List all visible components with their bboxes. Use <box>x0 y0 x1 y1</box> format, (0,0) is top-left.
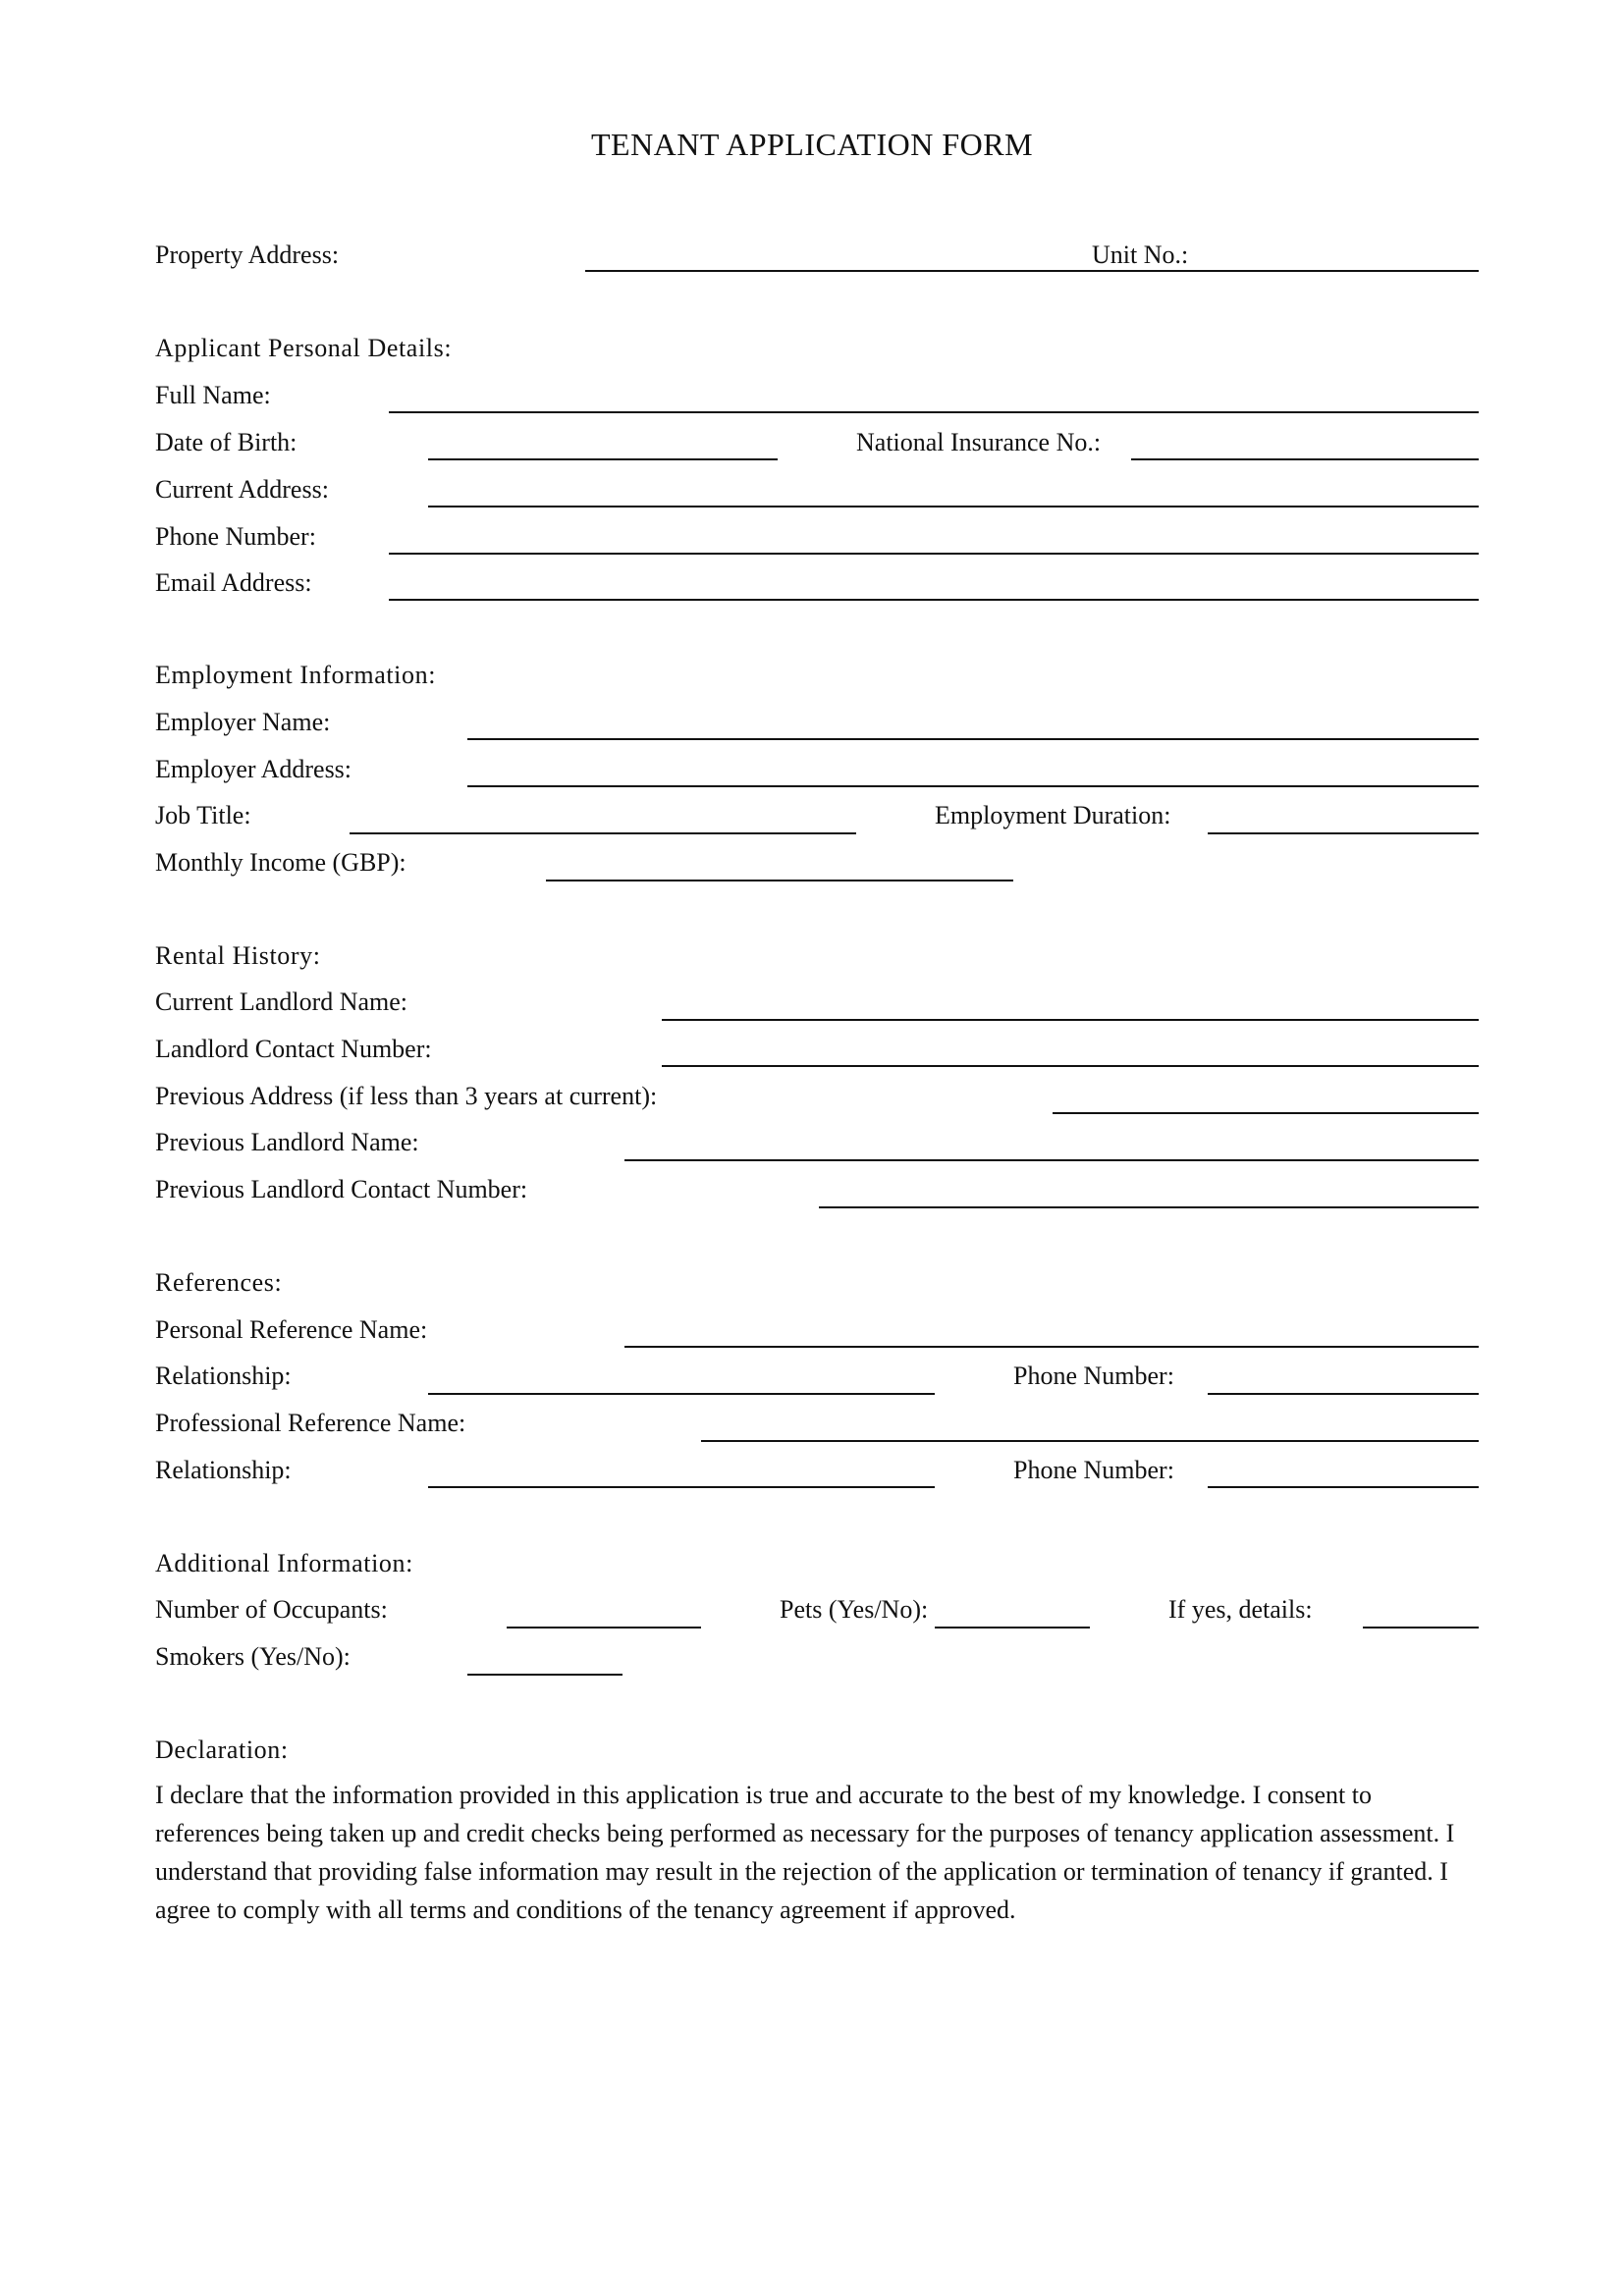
previous-address-label: Previous Address (if less than 3 years at current): <box>155 1082 658 1110</box>
phone-number-label: Phone Number: <box>155 522 316 551</box>
reference-phone-field-2[interactable] <box>1208 1486 1479 1488</box>
email-address-label: Email Address: <box>155 568 312 597</box>
unit-no-label: Unit No.: <box>1092 240 1189 269</box>
declaration-text: I declare that the information provided in this application is true and accurate to the best of my knowledge. I consent to references being taken up and credit checks being performed as necessary for the purposes of tenancy application assessment. I understand that providing false information may result in the rejection of the application or termination of tenancy if granted. I agree to comply with all terms and conditions of the tenancy agreement if approved. <box>155 1781 1455 1924</box>
national-insurance-field[interactable] <box>1131 458 1479 460</box>
section-heading-personal: Applicant Personal Details: <box>155 334 453 362</box>
date-of-birth-label: Date of Birth: <box>155 428 298 456</box>
national-insurance-label: National Insurance No.: <box>856 428 1102 456</box>
form-title: TENANT APPLICATION FORM <box>590 127 1034 162</box>
professional-reference-field[interactable] <box>701 1440 1479 1442</box>
section-heading-employment: Employment Information: <box>155 661 437 689</box>
pets-details-label: If yes, details: <box>1168 1595 1313 1624</box>
job-title-field[interactable] <box>350 832 856 834</box>
previous-landlord-contact-label: Previous Landlord Contact Number: <box>155 1175 528 1203</box>
employer-name-label: Employer Name: <box>155 708 331 736</box>
section-heading-declaration: Declaration: <box>155 1735 289 1764</box>
employment-duration-field[interactable] <box>1208 832 1479 834</box>
smokers-field[interactable] <box>467 1674 623 1676</box>
previous-landlord-contact-field[interactable] <box>819 1206 1479 1208</box>
monthly-income-label: Monthly Income (GBP): <box>155 848 406 877</box>
reference-phone-field-1[interactable] <box>1208 1393 1479 1395</box>
property-address-field[interactable] <box>585 270 1479 272</box>
professional-reference-label: Professional Reference Name: <box>155 1409 466 1437</box>
property-address-label: Property Address: <box>155 240 340 269</box>
date-of-birth-field[interactable] <box>428 458 778 460</box>
pets-details-field[interactable] <box>1363 1627 1479 1629</box>
relationship-field-2[interactable] <box>428 1486 935 1488</box>
occupants-field[interactable] <box>507 1627 701 1629</box>
email-address-field[interactable] <box>389 599 1479 601</box>
employer-name-field[interactable] <box>467 738 1479 740</box>
phone-number-field[interactable] <box>389 553 1479 555</box>
relationship-label-2: Relationship: <box>155 1456 292 1484</box>
monthly-income-field[interactable] <box>546 880 1013 881</box>
pets-field[interactable] <box>935 1627 1090 1629</box>
employment-duration-label: Employment Duration: <box>935 801 1171 829</box>
previous-landlord-label: Previous Landlord Name: <box>155 1128 419 1156</box>
landlord-contact-label: Landlord Contact Number: <box>155 1035 432 1063</box>
section-heading-references: References: <box>155 1268 283 1297</box>
section-heading-additional: Additional Information: <box>155 1549 413 1577</box>
full-name-label: Full Name: <box>155 381 271 409</box>
employer-address-label: Employer Address: <box>155 755 352 783</box>
reference-phone-label-2: Phone Number: <box>1013 1456 1174 1484</box>
employer-address-field[interactable] <box>467 785 1479 787</box>
reference-phone-label-1: Phone Number: <box>1013 1362 1174 1390</box>
current-address-label: Current Address: <box>155 475 329 504</box>
pets-label: Pets (Yes/No): <box>780 1595 929 1624</box>
landlord-contact-field[interactable] <box>662 1065 1479 1067</box>
full-name-field[interactable] <box>389 411 1479 413</box>
current-landlord-field[interactable] <box>662 1019 1479 1021</box>
personal-reference-field[interactable] <box>624 1346 1479 1348</box>
previous-address-field[interactable] <box>1053 1112 1479 1114</box>
relationship-field-1[interactable] <box>428 1393 935 1395</box>
relationship-label-1: Relationship: <box>155 1362 292 1390</box>
previous-landlord-field[interactable] <box>624 1159 1479 1161</box>
personal-reference-label: Personal Reference Name: <box>155 1315 428 1344</box>
smokers-label: Smokers (Yes/No): <box>155 1642 351 1671</box>
current-landlord-label: Current Landlord Name: <box>155 988 408 1016</box>
current-address-field[interactable] <box>428 506 1479 507</box>
occupants-label: Number of Occupants: <box>155 1595 388 1624</box>
job-title-label: Job Title: <box>155 801 251 829</box>
section-heading-rental: Rental History: <box>155 941 321 970</box>
